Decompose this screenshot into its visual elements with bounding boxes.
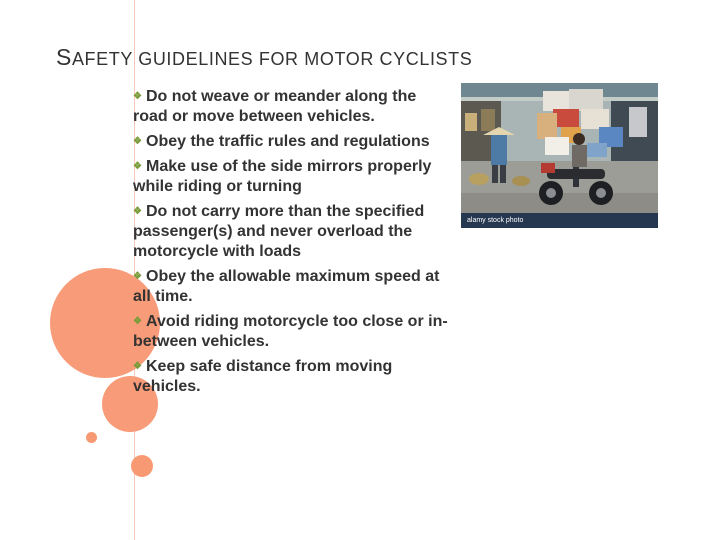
- list-item: [133, 157, 453, 197]
- list-item: [133, 87, 453, 127]
- diamond-bullet-icon: ❖: [133, 206, 142, 217]
- bullet-text: Do not carry more than the specified passenger(s) and never overload the motorcycle with loads: [133, 203, 425, 260]
- diamond-bullet-icon: ❖: [133, 161, 142, 172]
- diamond-bullet-icon: ❖: [133, 316, 142, 327]
- diamond-bullet-icon: ❖: [133, 361, 142, 372]
- bullet-text: Make use of the side mirrors properly while riding or turning: [133, 158, 432, 195]
- list-item: [133, 267, 453, 307]
- title-rest: AFETY GUIDELINES FOR MOTOR CYCLISTS: [71, 49, 473, 69]
- list-item: [133, 132, 453, 152]
- photo-watermark: alamy stock photo: [461, 213, 658, 228]
- list-item: [133, 312, 453, 352]
- list-item: [133, 357, 453, 397]
- motorcycle-photo: [461, 83, 658, 228]
- title-initial: S: [56, 44, 72, 70]
- diamond-bullet-icon: ❖: [133, 136, 142, 147]
- list-item: [133, 202, 453, 262]
- bullet-text: Avoid riding motorcycle too close or in-between vehicles.: [133, 313, 448, 350]
- bullet-text: Obey the traffic rules and regulations: [146, 133, 430, 150]
- motorcycle-scene-image: [461, 83, 658, 228]
- diamond-bullet-icon: ❖: [133, 271, 142, 282]
- decorative-circle-tiny: [86, 432, 97, 443]
- diamond-bullet-icon: ❖: [133, 91, 142, 102]
- bullet-text: Obey the allowable maximum speed at all time.: [133, 268, 440, 305]
- bullet-text: Keep safe distance from moving vehicles.: [133, 358, 393, 395]
- guidelines-list: [133, 87, 453, 402]
- bullet-text: Do not weave or meander along the road or move between vehicles.: [133, 88, 417, 125]
- slide-title: [56, 44, 472, 71]
- decorative-circle-small: [131, 455, 153, 477]
